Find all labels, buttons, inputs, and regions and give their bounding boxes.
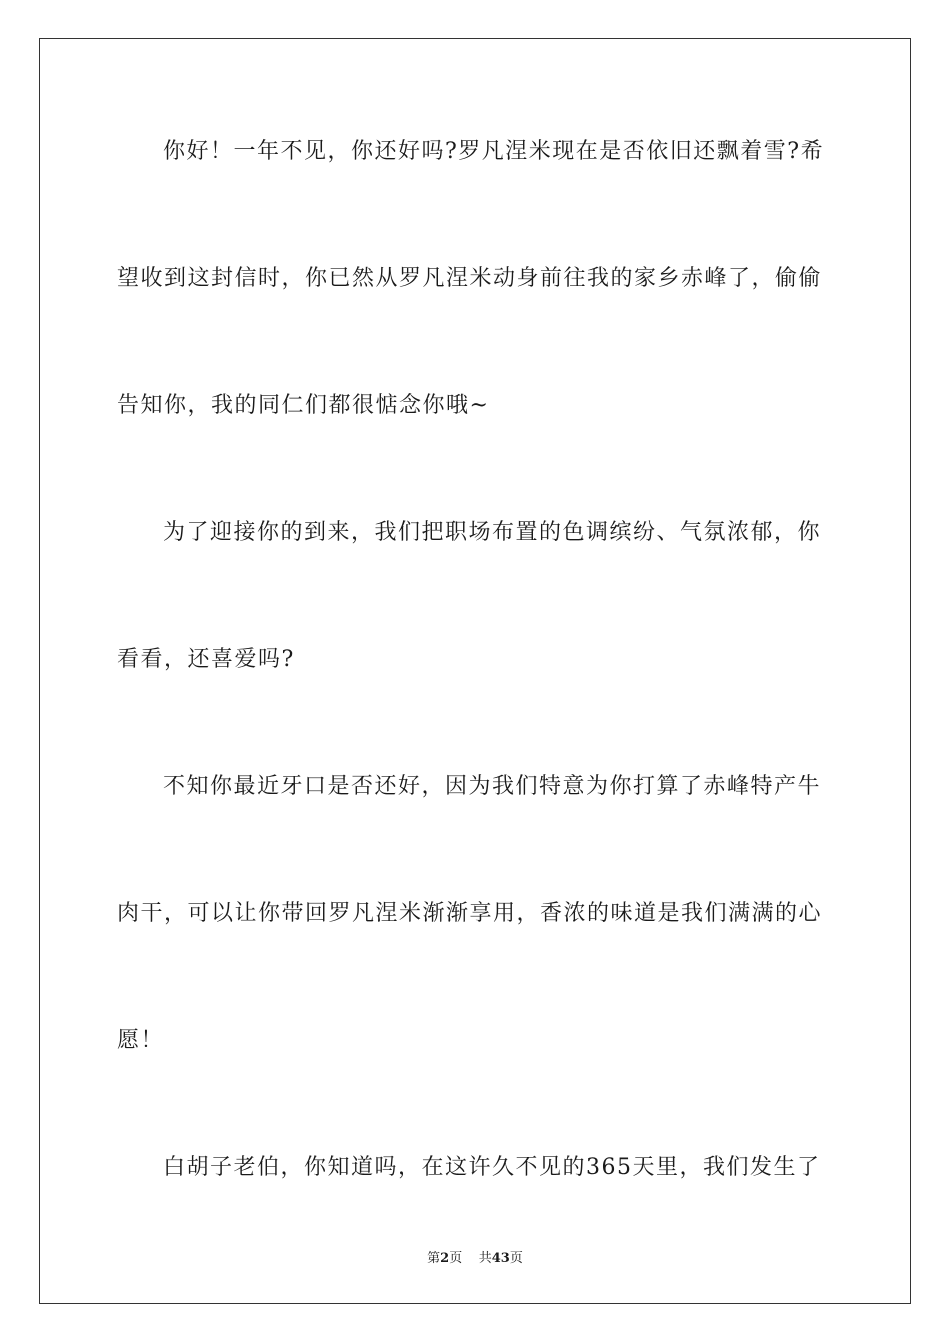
footer-total-prefix: 共 [478,1251,492,1266]
paragraph-3-line-1: 不知你最近牙口是否还好，因为我们特意为你打算了赤峰特产牛 [163,774,822,799]
footer-total-suffix: 页 [509,1251,523,1266]
footer-page-number: 2 [440,1251,450,1266]
footer-total-number: 43 [491,1251,510,1266]
paragraph-4-line-1: 白胡子老伯，你知道吗，在这许久不见的365天里，我们发生了 [163,1155,821,1180]
paragraph-3-line-2: 肉干，可以让你带回罗凡涅米渐渐享用，香浓的味道是我们满满的心 [117,901,823,926]
footer-page-suffix: 页 [449,1251,463,1266]
paragraph-2-line-2: 看看，还喜爱吗? [117,647,295,672]
paragraph-3-line-3: 愿！ [117,1028,165,1053]
paragraph-1-line-1: 你好！一年不见，你还好吗?罗凡涅米现在是否依旧还飘着雪?希 [163,139,825,164]
letter-body [117,120,833,1200]
paragraph-1-line-2: 望收到这封信时，你已然从罗凡涅米动身前往我的家乡赤峰了，偷偷 [117,266,823,291]
paragraph-1-line-3: 告知你，我的同仁们都很惦念你哦~ [117,393,490,418]
footer-page-prefix: 第 [427,1251,441,1266]
paragraph-2-line-1: 为了迎接你的到来，我们把职场布置的色调缤纷、气氛浓郁，你 [163,520,822,545]
page-footer [0,1247,950,1266]
